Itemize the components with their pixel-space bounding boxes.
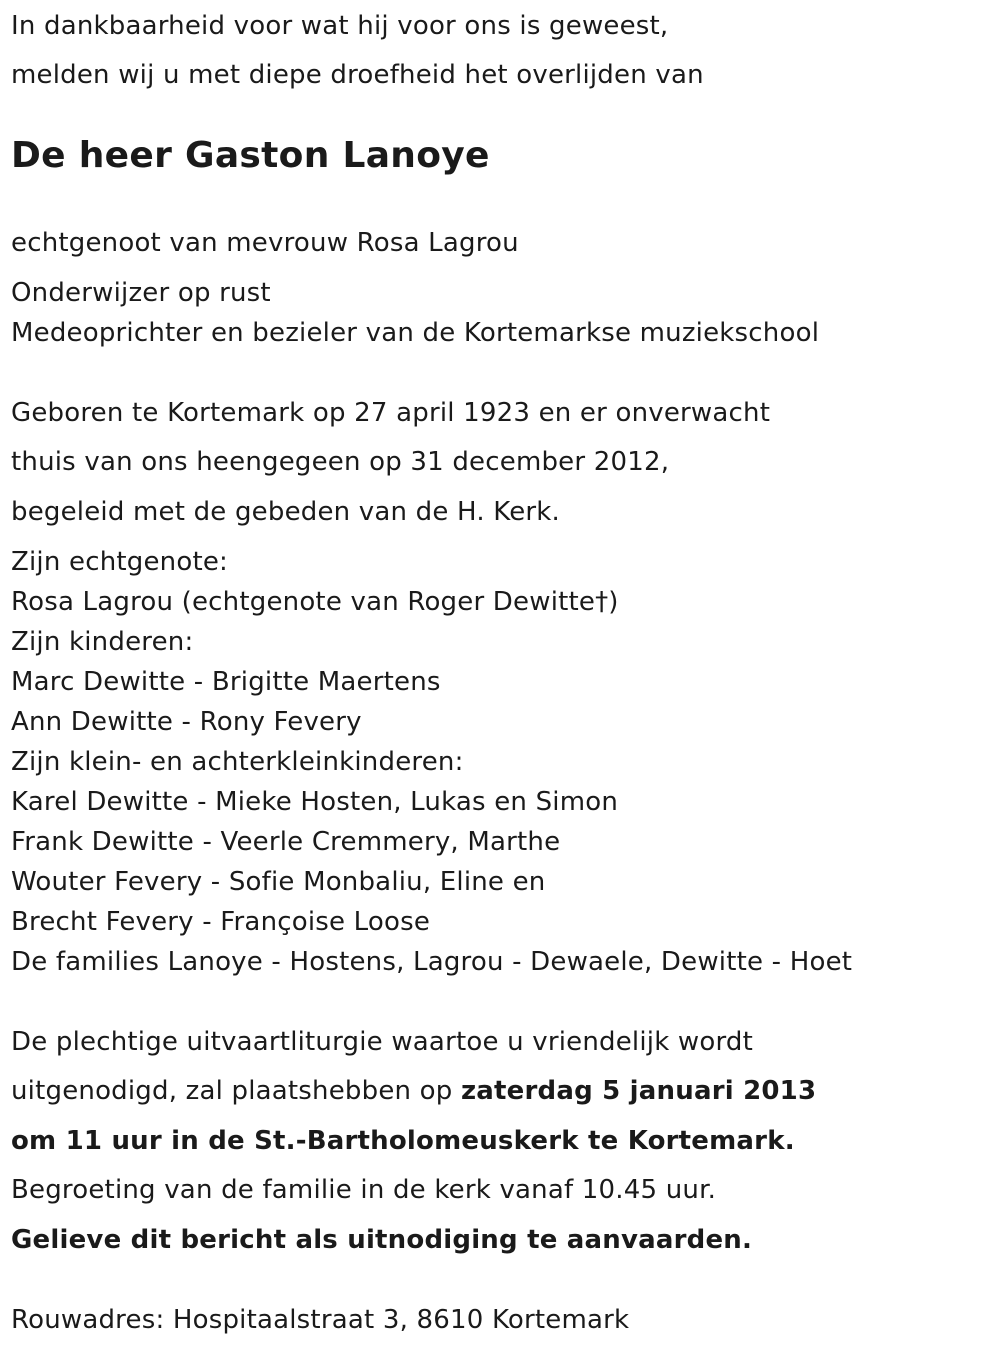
greeting-line: Begroeting van de familie in de kerk vanaf 10.45 uur. <box>11 1175 717 1205</box>
child-item: Ann Dewitte - Rony Fevery <box>11 707 362 737</box>
invitation-note: Gelieve dit bericht als uitnodiging te aanvaarden. <box>11 1225 753 1255</box>
role: Medeoprichter en bezieler van de Kortemarkse muziekschool <box>11 318 820 348</box>
grandchild-item: Wouter Fevery - Sofie Monbaliu, Eline en <box>11 867 546 897</box>
funeral-line-2-text: uitgenodigd, zal plaatshebben op <box>11 1076 461 1106</box>
children-heading: Zijn kinderen: <box>11 627 194 657</box>
occupation: Onderwijzer op rust <box>11 278 271 308</box>
funeral-line-2 <box>11 1073 816 1109</box>
mourning-address: Rouwadres: Hospitaalstraat 3, 8610 Kortemark <box>11 1305 630 1335</box>
grandchild-item: Frank Dewitte - Veerle Cremmery, Marthe <box>11 827 561 857</box>
spouse-name: Rosa Lagrou (echtgenote van Roger Dewitte†) <box>11 587 619 617</box>
life-line-2: thuis van ons heengegeen op 31 december 2012, <box>11 447 670 477</box>
funeral-line-1: De plechtige uitvaartliturgie waartoe u vriendelijk wordt <box>11 1027 754 1057</box>
funeral-date: zaterdag 5 januari 2013 <box>460 1076 817 1106</box>
intro-line-2: melden wij u met diepe droefheid het overlijden van <box>11 60 704 90</box>
intro-line-1: In dankbaarheid voor wat hij voor ons is geweest, <box>11 11 669 41</box>
spouse-line: echtgenoot van mevrouw Rosa Lagrou <box>11 228 519 258</box>
funeral-time-place: om 11 uur in de St.-Bartholomeuskerk te Kortemark. <box>11 1126 795 1156</box>
life-line-1: Geboren te Kortemark op 27 april 1923 en er onverwacht <box>11 398 771 428</box>
spouse-heading: Zijn echtgenote: <box>11 547 229 577</box>
grandchild-item: Karel Dewitte - Mieke Hosten, Lukas en Simon <box>11 787 619 817</box>
life-line-3: begeleid met de gebeden van de H. Kerk. <box>11 497 561 527</box>
families-line: De families Lanoye - Hostens, Lagrou - Dewaele, Dewitte - Hoet <box>11 947 853 977</box>
deceased-name: De heer Gaston Lanoye <box>11 135 490 176</box>
grandchildren-heading: Zijn klein- en achterkleinkinderen: <box>11 747 464 777</box>
grandchild-item: Brecht Fevery - Françoise Loose <box>11 907 431 937</box>
child-item: Marc Dewitte - Brigitte Maertens <box>11 667 441 697</box>
